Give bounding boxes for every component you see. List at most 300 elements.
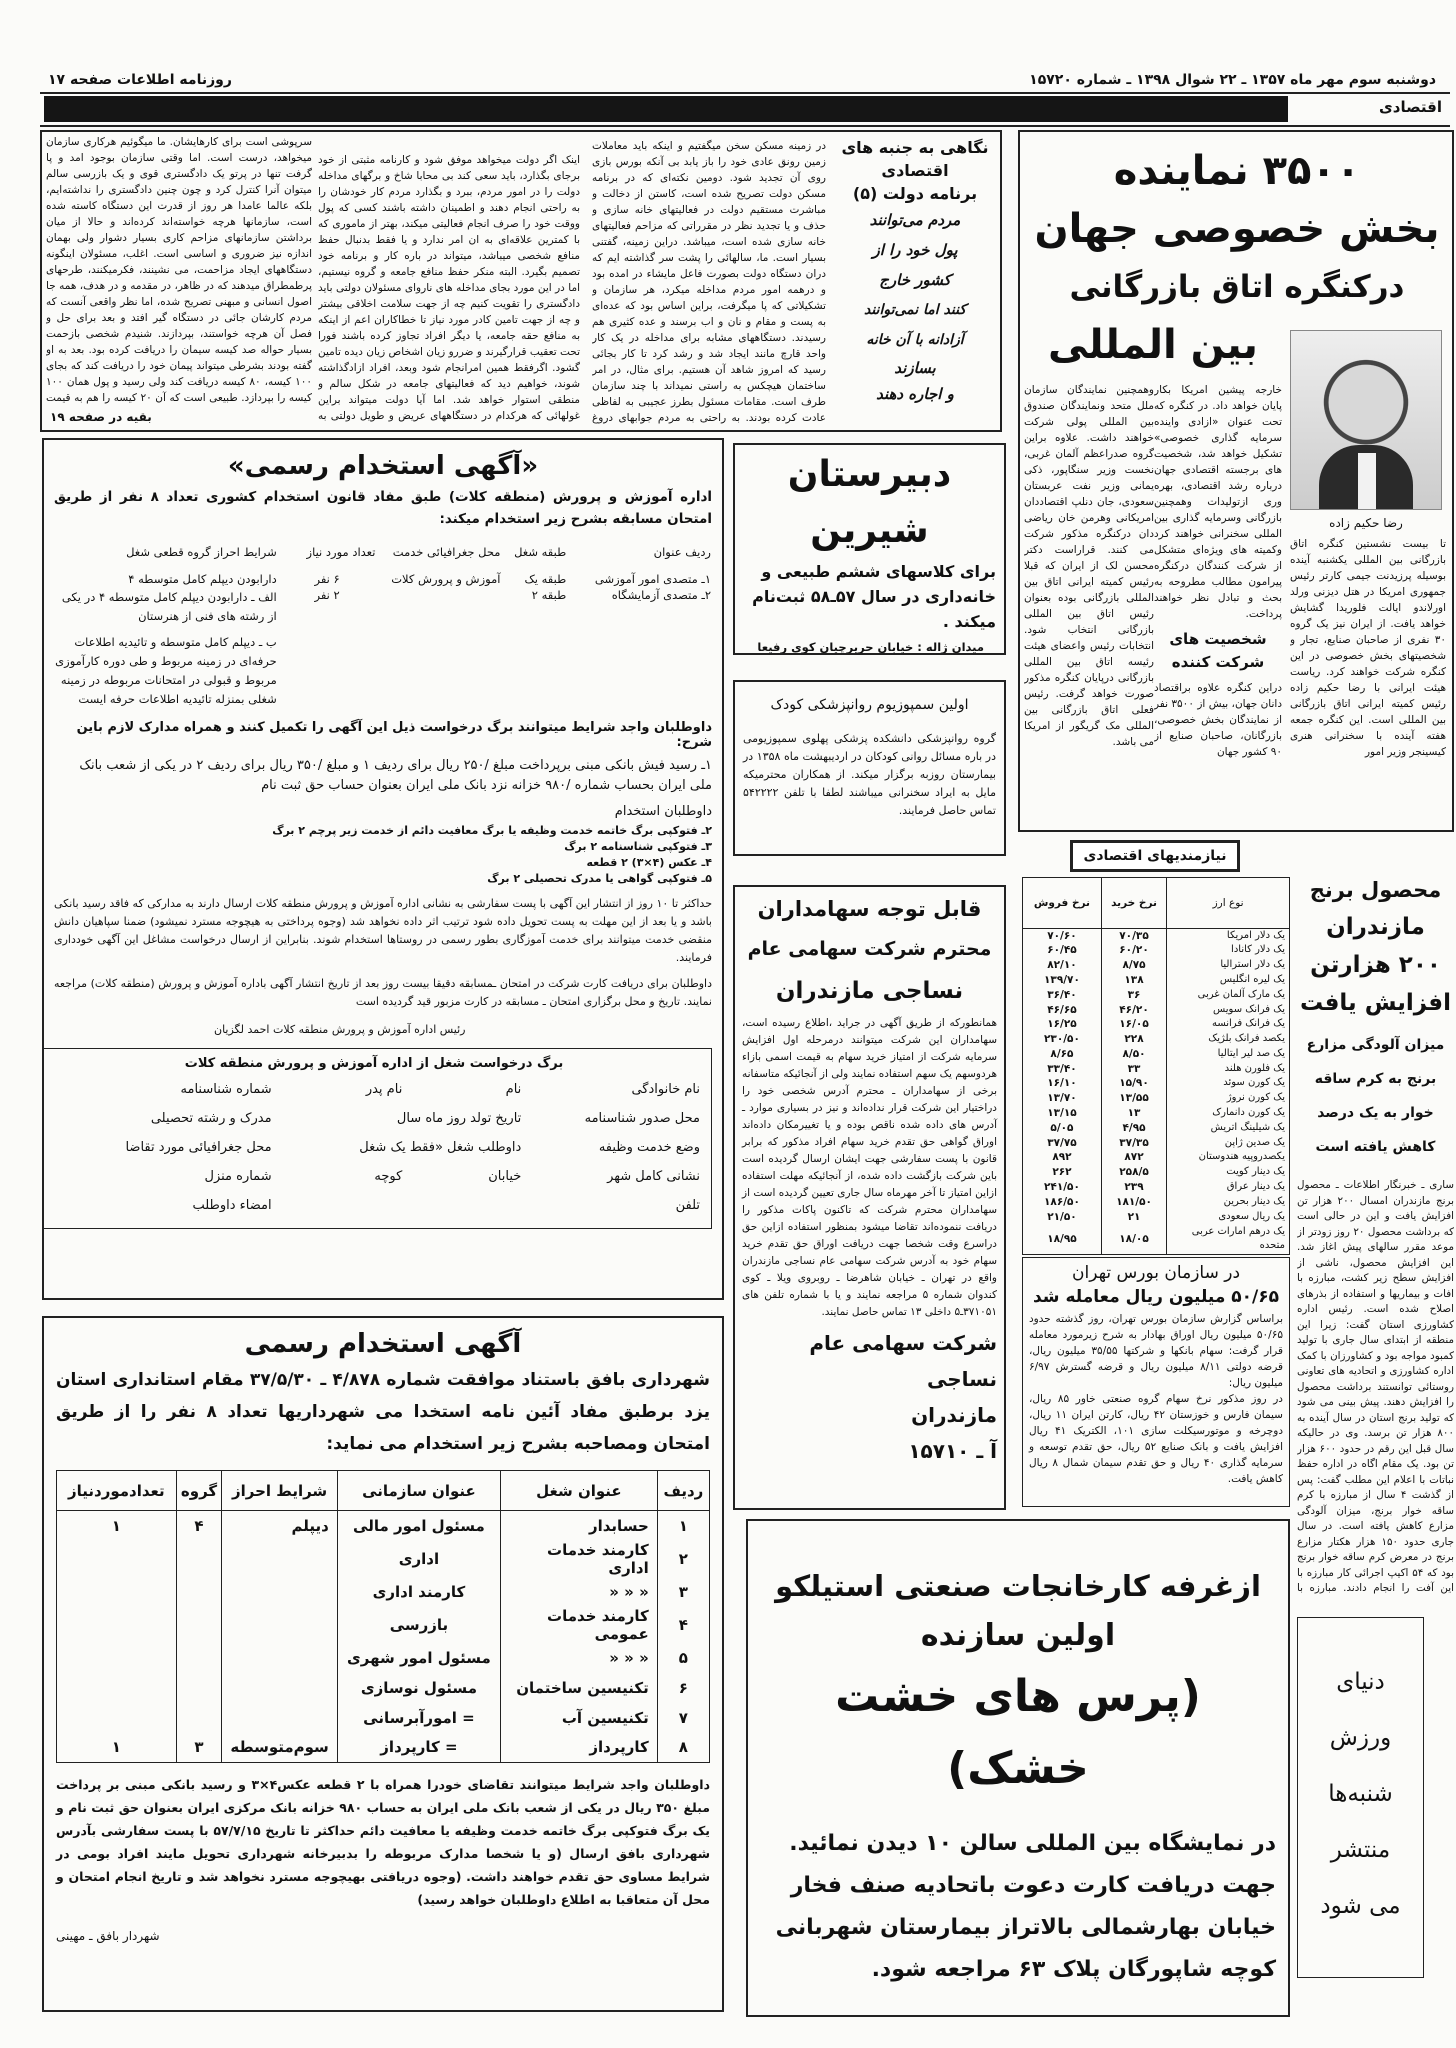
section-label: اقتصادی [1379, 98, 1442, 116]
table-cell: مسئول امور شهری [337, 1643, 500, 1673]
subhead-line: کنند اما نمی‌توانند [863, 302, 966, 318]
buy-rate: ۴/۹۵ [1101, 1121, 1166, 1136]
buy-rate: ۸/۵۰ [1101, 1047, 1166, 1062]
table-cell: کارمند اداری [337, 1577, 500, 1607]
headline-line: اقتصادی [881, 161, 949, 180]
school-ad [733, 443, 1006, 655]
exchange-rate-row [1023, 1076, 1289, 1091]
title-line: قابل توجه سهامداران [757, 897, 982, 921]
date-line: دوشنبه سوم مهر ماه ۱۳۵۷ ـ ۲۲ شوال ۱۳۹۸ ـ شماره ۱۵۷۲۰ [1029, 72, 1436, 88]
subhead-line: بسازند [894, 359, 936, 377]
exchange-rate-row [1023, 1017, 1289, 1032]
estilco-body-line: کوچه شاپورگان پلاک ۶۳ مراجعه شود. [871, 1957, 1276, 1982]
table-row [57, 1643, 710, 1673]
kalat-employment-ad [42, 438, 724, 1300]
top-article-col3: سرپوشی است برای کارهایشان. ما میگوئیم هرکاری سازمان میخواهد، درست است. اما وقتی سازمان بوجود امد و پا گرفت تنها در پرتو یک دادگستری قوی و یک بازرسی سالم میتوان آنرا کنترل کرد و چون چنین دادگستری را نداشته‌ایم، بلکه عالما عامدا هر روز از قدرت این دستگاه کاسته شده است، سازمانها هرچه خواسته‌اند کرده‌اند و حالا از میان برداشتن سازمانهای مزاحم کاری بسیار دشوار ولی بهمان اندازه نیز ضروری و اساسی است. اغلب، مسئولان اینگونه دستگاههای ایجاد مزاحمت، می نشینند، فکرمیکنند، طرحهای پرطمطراق میدهند که در ظاهر، در مقدمه و در هدف، همه جا اصول انسانی و مبهنی تصریح شده، اما نظر واقعی آنست که مردم کارشان جائی در دستگاه گیر افتد و بعد برای حل و فصل آن هرچه خواستند، بپردازند. شنیدم شخصی بازحمت بسیار حواله صد کیسه سیمان را دریافت کرده بود. بعد به او گفته بودند بشرطی میتواند پیمان خود را دریافت کند که بجای ۱۰۰ کیسه، ۸۰ کیسه دریافت کند ولی رسید و پول همان ۱۰۰ کیسه را بپردازد. طبیعی است که آن ۲۰ کیسه را هم به قیمت [46, 136, 312, 404]
sell-rate: ۸۲/۱۰ [1047, 959, 1077, 972]
buy-rate: ۱۶/۰۵ [1101, 1017, 1166, 1032]
exchange-rate-row [1023, 1209, 1289, 1224]
ad-title: «آگهی استخدام رسمی» [227, 451, 539, 481]
headline-line: افزایش یافت [1300, 990, 1451, 1016]
table-row [57, 1733, 710, 1763]
exam-card-paragraph: داوطلبان برای دریافت کارت شرکت در امتحان ـمسابقه دقیقا بیست روز بعد از تاریخ انتشار آگهی باداره آموزش و پرورش (منطقه کلات) مراجعه نمایند. تاریخ و محل برگزاری امتحان ـ مسابقه در کارت مزبور قید گردیده است [54, 977, 712, 1008]
table-cell: ۸ [657, 1733, 709, 1763]
headline-line: بخش خصوصی جهان [1034, 206, 1440, 252]
section-rule [40, 125, 1450, 127]
ad-intro: شهرداری بافق باستناد موافقت شماره ۴/۸۷۸ ـ ۳۷/۵/۳۰ مقام استانداری استان یزد برطبق مفاد آئین نامه استخدا می شهرداریها تعداد ۸ نفر را از طریق امتحان ومصاحبه بشرح زیر استخدام می نماید: [56, 1370, 711, 1454]
buy-rate: ۲۳۹ [1101, 1180, 1166, 1195]
table-cell: آموزش و پرورش کلات [391, 572, 501, 586]
buy-rate: ۱۳۸ [1101, 973, 1166, 988]
ad-body: داوطلبان واجد شرایط میتوانند تقاضای خودرا همراه با ۲ قطعه عکس۴×۳ و رسید بانکی مبنی بر پرداخت مبلغ ۳۵۰ ریال در یکی از شعب بانک ملی ایران به حساب ۹۸۰ خزانه بانک مرکزی ایران بعنوان حق ثبت نام و یک برگ فتوکپی برگ خاتمه خدمت وظیفه یا معافیت دائم حداکثر تا تاریخ ۵۷/۷/۱۵ با پست سفارشی بآدرس شهرداری بافق ارسال (و یا شخصا مدارک مربوطه را بدبیرخانه شهرداری تحویل مایند افراد بومی در شرایط مساوی حق تقدم خواهند داشت. (وجوه دریافتی بهیچوجه مسترد نخواهد شد و تاریخ انجام امتحان و محل آن متعاقبا به اطلاع داوطلبان خواهد رسید) [56, 1777, 711, 1907]
continued-note: بقیه در صفحه ۱۹ [50, 410, 152, 424]
headline-line: مازندران [1326, 914, 1425, 940]
sell-rate: ۲۶۲ [1052, 1166, 1072, 1179]
table-cell [222, 1607, 337, 1643]
table-cell: ۱ [57, 1511, 177, 1541]
buy-rate: ۳۷/۳۵ [1101, 1135, 1166, 1150]
sell-rate: ۳۶/۴۰ [1047, 988, 1077, 1001]
sell-rate: ۱۶/۲۵ [1047, 1018, 1077, 1031]
tehran-bourse-article [1022, 1257, 1290, 1507]
sports-line: دنیای [1336, 1669, 1385, 1695]
congress-article [1018, 130, 1454, 832]
subhead-line: پول خود را از [872, 241, 958, 259]
ad-title: آگهی استخدام رسمی [244, 1329, 522, 1359]
table-cell: تکنیسین آب [501, 1703, 658, 1733]
currency-name: یکصدروپیه هندوستان [1167, 1150, 1289, 1165]
school-body: برای کلاسهای ششم طبیعی و خانه‌داری در سال ۵۷ـ۵۸ ثبت‌نام میکند . [752, 562, 996, 631]
bourse-p1: براساس گزارش سازمان بورس تهران، روز گذشته حدود ۵۰/۶۵ میلیون ریال اوراق بهادار به شرح زیرمورد معامله قرار گرفت: سهام بانکها و شرکتها ۳۵/۵۵ میلیون ریال، قرضه دولتی ۸/۱۱ میلیون ریال و قرضه گسترش ۶/۹۷ میلیون ریال: [1029, 1313, 1284, 1389]
buy-rate: ۱۳/۵۵ [1101, 1091, 1166, 1106]
estilco-line1: ازغرفه کارخانجات صنعتی استیلکو [775, 1569, 1261, 1603]
table-cell: = امورآبرسانی [337, 1703, 500, 1733]
requirement-item: ۲ـ فتوکپی برگ خاتمه خدمت وظیفه یا برگ معافیت دائم از خدمت زیر پرچم ۲ برگ [272, 824, 712, 837]
column-header: ردیف [657, 1471, 709, 1511]
sell-rate: ۲۳۰/۵۰ [1044, 1033, 1080, 1046]
table-cell [57, 1577, 177, 1607]
ad-intro: اداره آموزش و پرورش (منطقه کلات) طبق مفاد قانون استخدام کشوری تعداد ۸ نفر از طریق امتحان مسابقه بشرح زیر استخدام میکند: [54, 489, 712, 527]
table-row [54, 627, 712, 710]
currency-name: یک کورن دانمارک [1167, 1106, 1289, 1121]
exchange-rate-row [1023, 943, 1289, 958]
currency-name: یک دلار امریکا [1167, 928, 1289, 943]
requirement-item: ۵ـ فتوکپی گواهی یا مدرک تحصیلی ۲ برگ [487, 872, 712, 885]
form-row [47, 1162, 701, 1191]
form-field-label[interactable]: تلفن [675, 1198, 700, 1213]
rice-subhead [1297, 1028, 1454, 1164]
symposium-ad [733, 680, 1006, 856]
table-cell [222, 1577, 337, 1607]
exchange-rate-row [1023, 1135, 1289, 1150]
form-row [47, 1133, 701, 1162]
exchange-rate-row [1023, 1032, 1289, 1047]
symposium-body: گروه روانپزشکی دانشکده پزشکی پهلوی سمپوزیومی در باره مسائل روانی کودکان در اردیبهشت ماه ۱۳۵۸ در بیمارستان روزبه برگزار میکند. از همکاران محترمیکه مایل به ایراد سخنرانی میباشند لطفا با تلفن ۵۴۲۲۲۲ تماس حاصل فرمایند. [743, 732, 996, 817]
subhead-line: شخصیت های [1169, 630, 1267, 648]
headline-line: نگاهی به جنبه های [841, 138, 989, 157]
table-cell: طبقه ۲ [531, 588, 567, 602]
buy-rate: ۶۰/۲۰ [1101, 943, 1166, 958]
top-article-col1: در زمینه مسکن سخن میگفتیم و اینکه باید معاملات زمین رونق عادی خود را باز یابد بی آنکه بورس بازی روی آن تجدید شود. دومین نکته‌ای که در برنامه مسکن دولت تصریح شده است، کاستن از دخالت و مباشرت مستقیم دولت در فعالیتهای خانه سازی و حذف و یا تجدید نظر در مقرراتی که مزاحم فعالیتهای خانه سازی شده است، میباشد. دراین زمینه، گفتنی بسیار است. ما، سالهائی را پشت سر گذاشته ایم که دران دستگاه دولت بصورت فاعل مایشاء در امده بود و درهمه امور مردم مداخله میکرد، هر سازمان و تشکیلاتی که پا میگرفت، براین اساس بود که عده‌ای به پست و مقام و نان و اب برسند و عده کثیری هم رسیدند. دستگاههای مشابه برای مداخله در یک کار واحد قارچ مانند ایجاد شد و رشد کرد تا کار بجائی رسید که امروز شاهد آن هستیم. برای مثال، در امر ساختمان هیچکس به راستی نمیداند با چند سازمان طرف است. مقامات مسئول بطرز عجیبی به لفاظی عادت کرده بودند. به راحتی به مردم جوابهای دروغ [592, 140, 826, 424]
table-cell [176, 1643, 222, 1673]
requirement-item: ۱ـ رسید فیش بانکی مبنی برپرداخت مبلغ /۲۵۰ ریال برای ردیف ۱ و مبلغ /۳۵۰ ریال برای ردیف ۲ در یکی از شعب بانک ملی ایران بحساب شماره /۹۸۰ خزانه نزد بانک ملی ایران بعنوان حساب حق ثبت نام [79, 758, 712, 793]
form-field-label[interactable]: داوطلب شغل «فقط یک شغل [359, 1140, 522, 1155]
exchange-rate-row [1023, 973, 1289, 988]
exchange-rate-row [1023, 928, 1289, 943]
buy-rate: ۱۳ [1101, 1106, 1166, 1121]
table-cell: کارمند خدمات عمومی [501, 1607, 658, 1643]
currency-name: یک دینار بحرین [1167, 1195, 1289, 1210]
headline-line: محصول برنج [1309, 878, 1442, 902]
form-field-label[interactable]: نشانی کامل شهر [607, 1169, 700, 1184]
headline-line: ۳۵۰۰ نماینده [1113, 148, 1361, 194]
sports-line: ورزش [1329, 1725, 1392, 1751]
form-field-label[interactable]: محل صدور شناسنامه [584, 1111, 700, 1126]
sell-rate: ۵/۰۵ [1050, 1121, 1074, 1134]
sell-rate: ۱۳/۱۵ [1047, 1107, 1077, 1120]
exchange-rate-row [1023, 1121, 1289, 1136]
ad-code: آ ـ ۱۵۷۱۰ [908, 1439, 997, 1463]
subhead-line: مردم می‌توانند [869, 211, 961, 229]
table-cell: الف ـ دارابودن دیپلم کامل متوسطه ۴ در یکی از رشته های فنی از هنرستان [61, 590, 277, 623]
buy-rate: ۳۳ [1101, 1062, 1166, 1077]
rice-body: ساری ـ خبرنگار اطلاعات ـ محصول برنج مازندران امسال ۲۰۰ هزار تن افزایش یافت و این در حالی است که برداشت محصول ۲۰ روز زودتر از موعد مقرر سالهای پیش اغاز شد. این افزایش محصول، ناشی از افزایش سطح زیر کشت، مبارزه با افات و بیماریها و استفاده از بذرهای اصلاح شده است. رئیس اداره کشاورزی استان گفت: زیرا این منطقه از ابتدای سال جاری با تولید کمبود مواجه بود و کشاورزان با کمک اداره کشاورزی و اتحادیه های تعاونی روستائی توانستند برداشت محصول را افزایش دهند. پیش بینی می شود که تولید برنج استان در سال آینده به ۸۰۰ هزار تن برسد. وی در حالیکه سال قبل این رقم در حدود ۶۰۰ هزار تن بود. یک مقام اگاه در اداره حفظ نباتات با اعلام این مطلب گفت: پس از گذشت ۴ سال از مبارزه با کرم ساقه خوار برنج، میزان آلودگی مزارع کاهش یافته است. در سال جاری حدود ۱۵۰ هزار هکتار مزارع برنج در معرض کرم ساقه خوار برنج بود که ۵۴ اکیپ اجرائی کار مبارزه با این آفت را انجام دادند. مبارزه با [1297, 1179, 1454, 1594]
table-cell: « « « [501, 1577, 658, 1607]
headline-line: ۲۰۰ هزارتن [1310, 952, 1441, 978]
form-field-label[interactable]: محل جغرافیائی مورد تقاضا [125, 1140, 272, 1155]
table-cell [176, 1673, 222, 1703]
table-cell [376, 587, 501, 627]
form-field-label[interactable]: کوچه [374, 1169, 403, 1184]
currency-name: یک ریال سعودی [1167, 1209, 1289, 1224]
table-cell [176, 1703, 222, 1733]
estilco-body-line: خیابان بهارشمالی بالاتراز بیمارستان شهربانی [775, 1915, 1276, 1940]
exchange-rate-row [1023, 958, 1289, 973]
exchange-rates-table [1022, 877, 1290, 1255]
congress-col-left: وهمچنین نمایندگان سازمان ملل متحد ونمایندگان صندوق بین المللی پولی شرکت خواهند داشت. علاوه براین گروه صدراعظم آلمان غربی، نخست وزیر سنگاپور، ذکی یمانی وزیر نفت عربستان سعودی، جان دنلپ اقتصاددان امریکانی وهرمن خان ریاضی دان درکنگره مذکور شرکت می کنند. قراراست دکتر محسن لک از ایران که قبلا رئیس کمیته ایرانی اتاق بین المللی بازرگانی بوده بعنوان رئیس اتاق بین المللی بازرگانی انتخاب شود. انتخابات رئیس واعضای هیئت رئیسه اتاق بین المللی بازرگانی درپایان کنگره مذکور صورت خواهد گرفت. رئیس فعلی اتاق بازرگانی بین المللی مک گریگور از امریکا می باشد. [1024, 384, 1154, 748]
buy-rate: ۸۷۲ [1101, 1150, 1166, 1165]
rice-article [1297, 872, 1454, 1610]
subhead-line: خوار به یک درصد [1317, 1105, 1434, 1121]
table-row [54, 587, 712, 627]
section-band [44, 96, 1288, 122]
subhead-line: کشور خارج [879, 271, 951, 289]
sell-rate: ۳۳/۴۰ [1047, 1062, 1077, 1075]
table-cell: ۳ [176, 1733, 222, 1763]
currency-name: یک دلار استرالیا [1167, 958, 1289, 973]
table-cell: ۲ـ متصدی آزمایشگاه [611, 588, 711, 602]
form-field-label[interactable]: تاریخ تولد روز ماه سال [396, 1111, 522, 1126]
sell-rate: ۳۷/۷۵ [1047, 1136, 1077, 1149]
currency-name: یک کورن سوئد [1167, 1076, 1289, 1091]
header-rule [40, 92, 1450, 94]
table-cell: ۴ [657, 1607, 709, 1643]
subhead-line: شرکت کننده [1171, 653, 1265, 671]
exchange-rate-row [1023, 1062, 1289, 1077]
column-header: ردیف عنوان [653, 545, 711, 559]
form-field-label[interactable]: نام [505, 1082, 522, 1097]
form-field-label[interactable]: وضع خدمت وظیفه [598, 1140, 700, 1155]
congress-col-right: تا بیست نشستین کنگره اتاق بازرگانی بین المللی یکشنبه آینده بوسیله پرزیدنت جیمی کارتر رئیس جمهوری امریکا در هتل دیزنی ورلد اورلاندو ایالت فلوریدا گشایش خواهد یافت. از ایران نیز یک گروه ۳۰ نفری از صاحبان صنایع، تجار و شخصیتهای بخش خصوصی در این کنگره شرکت خواهند کرد. ریاست هیئت ایرانی با رضا حکیم زاده رئیس کمیته ایرانی اتاق بازرگانی بین المللی است. این کنگره جمعه هفته آینده با سخنرانی هنری کیسینجر وزیر امور [1290, 538, 1446, 758]
congress-col-mid [1154, 382, 1282, 828]
column-header: شرایط احراز [222, 1471, 337, 1511]
currency-name: یک درهم امارات عربی متحده [1167, 1224, 1289, 1254]
currency-name: یک لیره انگلیس [1167, 973, 1289, 988]
requirement-item: ۳ـ فتوکپی شناسنامه ۲ برگ [564, 840, 712, 853]
headline-line: درکنگره اتاق بازرگانی [1069, 269, 1405, 305]
table-cell [176, 1607, 222, 1643]
form-field-label[interactable]: امضاء داوطلب [192, 1198, 272, 1213]
portrait-photo [1290, 330, 1442, 510]
table-cell: ۶ نفر [314, 572, 340, 586]
form-field-label[interactable]: خیابان [488, 1169, 522, 1184]
headline-line: برنامه دولت (۵) [852, 184, 978, 203]
exchange-rate-row [1023, 1047, 1289, 1062]
buy-rate: ۲۲۸ [1101, 1032, 1166, 1047]
table-cell: کارپرداز [501, 1733, 658, 1763]
title-line: محترم شرکت سهامی عام [747, 938, 992, 960]
table-cell: کارمند خدمات اداری [501, 1541, 658, 1577]
table-row [57, 1673, 710, 1703]
currency-name: یک فرانک فرانسه [1167, 1017, 1289, 1032]
sell-rate: ۲۱/۵۰ [1047, 1210, 1077, 1223]
economic-classifieds-label: نیازمندیهای اقتصادی [1070, 840, 1240, 872]
company-line: شرکت سهامی عام نساجی [809, 1331, 997, 1391]
buy-rate: ۲۵۸/۵ [1101, 1165, 1166, 1180]
exchange-rate-row [1023, 988, 1289, 1003]
exchange-rate-row [1023, 1002, 1289, 1017]
form-row [47, 1075, 701, 1104]
currency-name: یکصد فرانک بلژیک [1167, 1032, 1289, 1047]
column-header: شرایط احراز گروه قطعی شغل [126, 545, 277, 559]
table-cell [57, 1703, 177, 1733]
shareholders-body: همانطورکه از طریق آگهی در جراید ،اطلاع رسیده است، سهامداران این شرکت میتوانند درمرحله اول افزایش سرمایه شرکت از امتیاز خرید سهام به قیمت اسمی بازاء هردوسهم یک سهم استفاده نمایند ولی از آنجائیکه متاسفانه برخی از سهامداران ـ محترم آدرس شخصی خود را دراختیار این شرکت قرار نداده‌اند و نیز در بسیاری موارد ـ آدرس های داده شده ناقص بوده و یا تغییرمکان داده‌اند اوراق گواهی حق تقدم خرید سهام افراد مذکور که برابر قانون با پست سفارشی جهت ایشان ارسال گردیده است باین شرکت بازگشت داده شده، از آنجائیکه مهلت استفاده ازاین امتیاز تا آخر مهرماه سال جاری تعیین گردیده است از سهامداران محترم شرکت که تاکنون پاکات مذکور را دریافت ننموده‌اند تقاضا میشود بمنظور استفاده ازاین حق دراسرع وقت شخصا جهت دریافت اوراق حق تقدم خرید سهام خود به آدرس شرکت سهامی عام نساجی مازندران واقع در تهران ـ خیابان شاهرضا ـ روبروی ویلا ـ کوی کندوان شماره ۵ مراجعه نمایند و یا با شماره تلفن های ۳۷۱۰۵۱ـ۵ داخلی ۱۳ تماس حاصل نمایند. [742, 1017, 997, 1318]
sell-rate: ۷۰/۶۰ [1047, 929, 1077, 942]
exchange-rate-row [1023, 1150, 1289, 1165]
requirement-item: ۴ـ عکس (۴×۳) ۲ قطعه [586, 856, 712, 869]
table-cell: دیپلم [222, 1511, 337, 1541]
table-header-row [57, 1471, 710, 1511]
subhead-line: میزان آلودگی مزارع [1306, 1037, 1445, 1053]
congress-col-mid-text: خارجه پیشین امریکا بکار پایان خواهد داد. در کنگره که تحت عنوان «ازادی واینده سرمایه گذاری خصوصی» تشکیل خواهد شد، شخصیت های برجسته اقتصادی جهان درباره رشد اقتصادی، بهره وری ازتولیدات وهمچنین بازرگانی وسرمایه گذاری بین المللی سخنرانی خواهند کرد وکمیته های ویژه‌ای متشکل از شرکت کنندگان درکنگره پیرامون مطالب مطروحه به بحث و تبادل نظر خواهند پرداخت. [1154, 384, 1282, 620]
form-field-label[interactable]: شماره شناسنامه [180, 1082, 272, 1097]
buy-rate: ۳۶ [1101, 988, 1166, 1003]
requirements-list [54, 823, 712, 887]
estilco-body-line: در نمایشگاه بین المللی سالن ۱۰ دیدن نمائید. [789, 1831, 1276, 1856]
table-cell: « « « [501, 1643, 658, 1673]
top-article-headline [834, 136, 996, 407]
shareholders-ad [733, 885, 1006, 1510]
table-row [57, 1607, 710, 1643]
table-cell [57, 1541, 177, 1577]
table-cell [57, 1673, 177, 1703]
applicants-text: داوطلبان واجد شرایط میتوانند برگ درخواست ذیل این آگهی را تکمیل کنند و همراه مدارک لازم باین شرح: [76, 720, 712, 750]
company-line: مازندران [911, 1403, 997, 1427]
currency-name: یک فرانک سویس [1167, 1002, 1289, 1017]
table-cell: ۱ [657, 1511, 709, 1541]
table-cell [222, 1673, 337, 1703]
symposium-title: اولین سمپوزیوم روانپزشکی کودک [770, 697, 969, 713]
currency-name: یک شیلینگ اتریش [1167, 1121, 1289, 1136]
table-cell: ۱ـ متصدی امور آموزشی [594, 572, 711, 586]
table-cell [222, 1541, 337, 1577]
headline-line: بین المللی [1048, 322, 1258, 368]
currency-name: یک صد لیر ایتالیا [1167, 1047, 1289, 1062]
application-form [42, 1048, 712, 1229]
currency-name: یک دینار عراق [1167, 1180, 1289, 1195]
currency-name: یک فلورن هلند [1167, 1062, 1289, 1077]
sell-rate: ۲۴۱/۵۰ [1044, 1180, 1080, 1193]
buy-rate: ۲۱ [1101, 1209, 1166, 1224]
column-header: نرخ فروش [1023, 878, 1101, 928]
subhead-line: کاهش یافته است [1315, 1139, 1436, 1155]
form-title: برگ درخواست شغل از اداره آموزش و پرورش منطقه کلات [184, 1056, 564, 1071]
subhead-line: و اجاره دهند [876, 385, 954, 403]
table-cell: مسئول نوسازی [337, 1673, 500, 1703]
table-row [54, 571, 712, 587]
sell-rate: ۱۸۶/۵۰ [1044, 1195, 1080, 1208]
bafgh-employment-ad [42, 1316, 724, 2012]
company-name [742, 1325, 997, 1469]
school-address: میدان ژاله : خیابان حریرچیان کوی رفیعا [757, 640, 984, 654]
form-row [47, 1191, 701, 1220]
form-field-label[interactable]: نام پدر [365, 1082, 403, 1097]
column-header: تعدادموردنیاز [57, 1471, 177, 1511]
table-cell: ۲ [657, 1541, 709, 1577]
currency-name: یک مارک آلمان غربی [1167, 988, 1289, 1003]
photo-caption: رضا حکیم زاده [1329, 516, 1403, 530]
sports-line: منتشر [1330, 1837, 1391, 1863]
table-row [57, 1577, 710, 1607]
buy-rate: ۴۶/۲۰ [1101, 1002, 1166, 1017]
table-row [57, 1541, 710, 1577]
table-cell: مسئول امور مالی [337, 1511, 500, 1541]
table-cell: تکنیسین ساختمان [501, 1673, 658, 1703]
table-cell: ۶ [657, 1673, 709, 1703]
sell-rate: ۸/۶۵ [1050, 1047, 1074, 1060]
column-header: نوع ارز [1167, 878, 1289, 928]
table-row [57, 1511, 710, 1541]
exchange-rate-row [1023, 1180, 1289, 1195]
table-row [57, 1703, 710, 1733]
exchange-rate-row [1023, 1165, 1289, 1180]
title-line: ۵۰/۶۵ میلیون ریال معامله شد [1032, 1287, 1280, 1307]
congress-subhead [1154, 628, 1282, 674]
congress-col-mid-text-2: دراین کنگره علاوه براقتصاد دانان جهان، بیش از ۳۵۰۰ نفر از نمایندگان بخش خصوصی، بازرگانان، صاحبان صنایع از ۹۰ کشور جهان [1154, 682, 1282, 758]
table-cell [176, 1541, 222, 1577]
column-header: عنوان سازمانی [337, 1471, 500, 1511]
buy-rate: ۱۵/۹۰ [1101, 1076, 1166, 1091]
table-cell: ۲ نفر [314, 588, 340, 602]
sell-rate: ۱۸/۹۵ [1047, 1232, 1077, 1245]
currency-name: یک دلار کانادا [1167, 943, 1289, 958]
school-title: دبیرستان شیرین [787, 454, 952, 551]
column-header: نرخ خرید [1101, 878, 1166, 928]
table-cell: دارابودن دیپلم کامل متوسطه ۴ [128, 572, 277, 586]
top-article [40, 130, 1002, 432]
table-header-row [1023, 878, 1289, 928]
requirements-subtitle: داوطلبان استخدام [614, 804, 712, 819]
table-cell: بازرسی [337, 1607, 500, 1643]
estilco-line3: (پرس های خشت خشک) [835, 1671, 1201, 1794]
table-cell [222, 1643, 337, 1673]
exchange-rate-row [1023, 1195, 1289, 1210]
table-cell: ۷ [657, 1703, 709, 1733]
sell-rate: ۸۹۲ [1052, 1151, 1072, 1164]
top-article-col2: اینک اگر دولت میخواهد موفق شود و کارنامه مثبتی از خود برجای بگذارد، باید سعی کند بی محابا شاخ و برگهای مداخله دولت را در امور مردم، ببرد و بگذارد مردم کار خودشان را به راحتی انجام دهند و اطمینان داشته باشند کسی که پول ووقت خود را صرف انجام فعالیتی میکند، بهتر از ماموری که با کمترین علاقه‌ای به ان امر ندارد و یا فقط بدنبال حفظ منافع شخصی میباشد، میتواند در باره کار و برنامه خود تصمیم بگیرد. البته منکر حفظ منافع جامعه و گروه نیستیم، اما در این مورد بجای مداخله های ناروای مسئولان دولتی باید دادگستری را تقویت کنیم چه از جهت سلامت اخلاقی بیشتر و چه از جهت تامین کادر مورد نیاز تا خطاکاران اعم از اینکه به منافع حقه جامعه، یا دیگر افراد تجاوز کرده باشند فورا تحت تعقیب قرارگیرند و ضررو زیان اشخاص زیان دیده تامین گشود. اگرفقط همین امرانجام شود وبعد، افراد ازادگذاشته شوند، خواهیم دید که فعالیتهای جامعه در شکل سالم و منطقی استوار خواهد شد. اما آیا دولت میتواند براین غولهائی که هرکدام در دستگاههای عریض و طویل دولتی به [318, 154, 580, 422]
table-cell: ۳ [657, 1577, 709, 1607]
bourse-p2: در روز مذکور نرخ سهام گروه صنعتی خاور ۸۵ ریال، سیمان فارس و خوزستان ۴۲ ریال، کارتن ایران ۱۱ ریال، دوچرخه و موتورسیکلت سازی ۱۰۱، الکتریک ۴۱ ریال افزایش یافت و بانک صنایع ۵۲ ریال، حق تقدم توسعه و سرمایه گذاری ۴۰ ریال و حق تقدم سیمان شمال ۸ ریال کاهش یافت. [1029, 1393, 1284, 1485]
rice-headline [1297, 872, 1454, 1022]
shareholders-title [742, 889, 997, 1013]
sports-line: شنبه‌ها [1328, 1781, 1393, 1807]
table-cell: ب ـ دیپلم کامل متوسطه و تائیدیه اطلاعات حرفه‌ای در زمینه مربوط و طی دوره کارآموزی مربوط و قبولی در امتحانات مربوطه در زمینه شغلی بمنزله تائیدیه اطلاعات حرفه ایست [55, 635, 277, 706]
table-cell: ۱ [57, 1733, 177, 1763]
estilco-ad [746, 1519, 1290, 2017]
column-header: محل جغرافیائی خدمت [392, 545, 501, 559]
estilco-body [760, 1823, 1276, 1991]
currency-name: یک صدین ژاپن [1167, 1135, 1289, 1150]
table-cell [176, 1577, 222, 1607]
table-header-row [54, 544, 712, 571]
column-header: عنوان شغل [501, 1471, 658, 1511]
form-field-label[interactable]: شماره منزل [204, 1169, 272, 1184]
table-cell: حسابدار [501, 1511, 658, 1541]
sell-rate: ۱۳/۷۰ [1047, 1092, 1077, 1105]
subhead-line: برنج به کرم ساقه [1314, 1071, 1437, 1087]
sports-line: می شود [1320, 1893, 1401, 1919]
sports-supplement-box [1297, 1617, 1424, 1978]
estilco-body-line: جهت دریافت کارت دعوت باتحادیه صنف فخار [790, 1873, 1276, 1898]
sell-rate: ۶۰/۴۵ [1047, 944, 1077, 957]
subhead-line: آزادانه با آن خانه [866, 332, 964, 348]
table-cell: طبقه یک [524, 572, 567, 586]
kalat-jobs-table [54, 544, 712, 710]
table-cell: ۴ [176, 1511, 222, 1541]
title-line: در سازمان بورس تهران [1071, 1263, 1241, 1283]
exchange-rate-row [1023, 1106, 1289, 1121]
table-cell [57, 1643, 177, 1673]
currency-name: یک کورن نروژ [1167, 1091, 1289, 1106]
paper-page-label: روزنامه اطلاعات صفحه ۱۷ [48, 72, 232, 88]
title-line: نساجی مازندران [775, 978, 964, 1004]
bourse-title [1029, 1261, 1283, 1309]
form-field-label[interactable]: نام خانوادگی [631, 1082, 700, 1097]
buy-rate: ۷۰/۳۵ [1101, 928, 1166, 943]
table-cell: سوم‌متوسطه [222, 1733, 337, 1763]
ad-signature: رئیس اداره آموزش و پرورش منطقه کلات احمد لگزیان [214, 1023, 466, 1036]
bafgh-jobs-table [56, 1470, 710, 1763]
table-cell [57, 1607, 177, 1643]
column-header: تعداد مورد نیاز [306, 545, 376, 559]
sell-rate: ۱۶/۱۰ [1047, 1077, 1077, 1090]
buy-rate: ۸/۷۵ [1101, 958, 1166, 973]
table-cell: اداری [337, 1541, 500, 1577]
sell-rate: ۴۶/۶۵ [1047, 1003, 1077, 1016]
buy-rate: ۱۸/۰۵ [1101, 1224, 1166, 1254]
table-cell: = کارپرداز [337, 1733, 500, 1763]
table-cell [222, 1703, 337, 1733]
table-cell: ۵ [657, 1643, 709, 1673]
column-header: گروه [176, 1471, 222, 1511]
buy-rate: ۱۸۱/۵۰ [1101, 1195, 1166, 1210]
ad-signature: شهردار بافق ـ مهینی [56, 1929, 160, 1943]
deadline-paragraph: حداکثر تا ۱۰ روز از انتشار این آگهی با پست سفارشی به نشانی اداره آموزش و پرورش منطقه کلات ارسال دارند به مدارکی که فاقد رسید بانکی باشد و یا بعد از این مهلت به پست تحویل داده شود ترتیب اثر داده نخواهد شد (وجوه پرداختی به هیچوجه مسترد نمیشود) ضمنا سپاهیان دانش منقضی خدمت میتوانند برای خدمت آموزگاری بطور رسمی در روستاها استخدام شوند. بنابراین از ارسال درخواست مشاغل این آگهی خودداری فرمایند. [54, 897, 712, 964]
currency-name: یک دینار کویت [1167, 1165, 1289, 1180]
exchange-rate-row [1023, 1224, 1289, 1254]
form-row [47, 1104, 701, 1133]
form-field-label[interactable]: مدرک و رشته تحصیلی [150, 1111, 272, 1126]
